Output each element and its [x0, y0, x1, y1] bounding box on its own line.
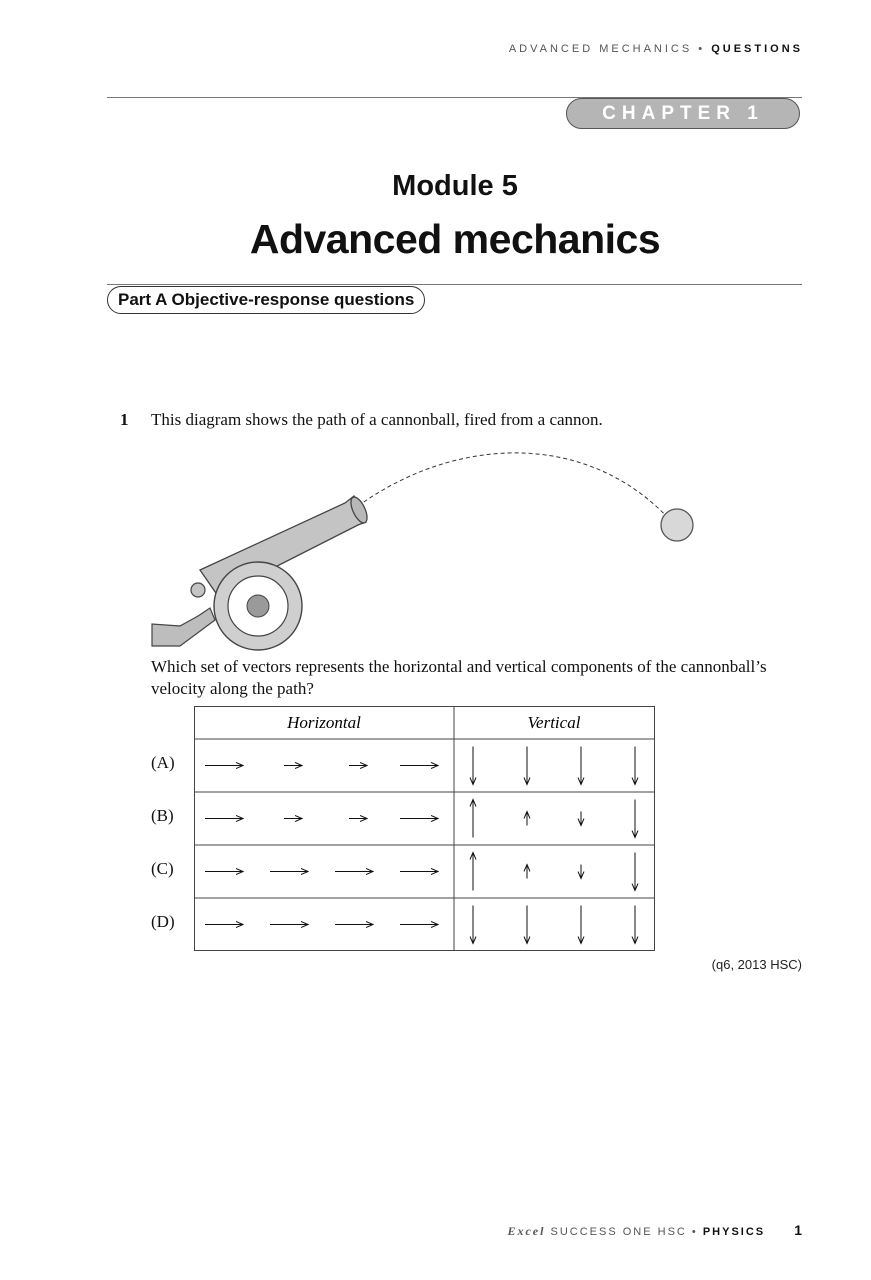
option-label-d: (D)	[151, 912, 175, 931]
page-title: Advanced mechanics	[249, 216, 661, 262]
cannonball	[661, 509, 693, 541]
part-heading: Part A Objective-response questions	[107, 286, 425, 314]
column-header-horizontal: Horizontal	[287, 713, 361, 732]
option-label-b: (B)	[151, 806, 174, 825]
footer-separator: •	[691, 1226, 698, 1238]
module-label: Module 5	[392, 170, 518, 202]
running-head-part: QUESTIONS	[711, 43, 803, 55]
part-rule	[107, 284, 802, 285]
running-head	[509, 43, 803, 55]
question-text: This diagram shows the path of a cannonball, fired from a cannon.	[151, 410, 603, 429]
vector-table	[194, 706, 655, 951]
table-border	[195, 707, 655, 951]
column-header-vertical: Vertical	[527, 713, 581, 732]
cannon-trail	[152, 608, 215, 646]
running-head-section: ADVANCED MECHANICS	[508, 43, 693, 55]
chapter-badge: CHAPTER 1	[566, 98, 800, 129]
footer-subject: PHYSICS	[702, 1226, 766, 1238]
footer-series: SUCCESS ONE HSC	[550, 1226, 687, 1238]
page-number: 1	[794, 1222, 802, 1238]
cannon-diagram	[140, 438, 700, 653]
footer	[507, 1222, 802, 1239]
wheel-hub	[247, 595, 269, 617]
trajectory-path	[358, 453, 670, 520]
option-label-c: (C)	[151, 859, 174, 878]
running-head-separator: •	[698, 43, 706, 55]
cannon-knob	[191, 583, 205, 597]
option-label-a: (A)	[151, 753, 175, 772]
question-source: (q6, 2013 HSC)	[711, 957, 802, 972]
question-subtext: Which set of vectors represents the horizontal and vertical components of the cannonball’s velocity along the path?	[151, 657, 767, 698]
footer-brand: Excel	[507, 1224, 546, 1238]
question-number: 1	[120, 410, 129, 429]
